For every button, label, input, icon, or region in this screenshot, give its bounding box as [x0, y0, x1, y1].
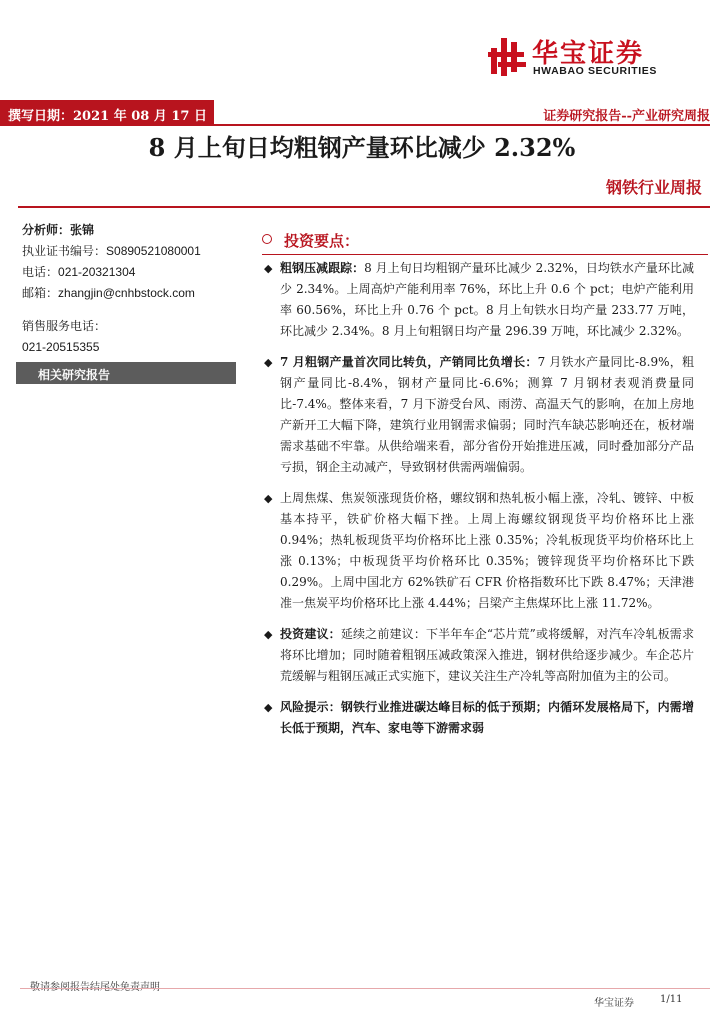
- point-lead: 投资建议：: [280, 627, 341, 641]
- phone-number: 021-20321304: [58, 265, 136, 279]
- brand-name-cn: 华宝证券: [532, 39, 645, 69]
- related-reports-label: 相关研究报告: [38, 368, 111, 382]
- date-banner: [0, 100, 214, 126]
- sales-phone-row: [22, 337, 236, 358]
- circle-bullet-icon: [262, 234, 272, 244]
- point-text: 钢铁行业推进碳达峰目标的低于预期；内循环发展格局下，内需增长低于预期，汽车、家电等下游需求弱: [280, 700, 694, 735]
- investment-rule: [262, 254, 708, 255]
- point-text: 上周焦煤、焦炭领涨现货价格，螺纹钢和热轧板小幅上涨，冷轧、镀锌、中板基本持平，铁矿价格大幅下挫。上周上海螺纹钢现货平均价格环比上涨 0.94%；热轧板现货平均价格环比上涨 0.35%；冷轧板现货平均价格环比上涨 0.13%；中板现货平均价格环比 0.35%；镀锌现货平均价格环比下跌 0.29%。上周中国北方 62%铁矿石 CFR 价格指数环比下跌 8.47%；天津港准一焦炭平均价格环比上涨 4.44%；吕梁产主焦煤环比上涨 11.72%。: [280, 491, 694, 610]
- footer-brand: 华宝证券: [594, 998, 634, 1009]
- phone-row: [22, 262, 236, 283]
- investment-points: [264, 258, 694, 749]
- report-title: 8 月上旬日均粗钢产量环比减少 2.32%: [148, 133, 576, 162]
- email-label: 邮箱：: [22, 286, 59, 300]
- email-row: [22, 283, 236, 304]
- point-lead: 风险提示：: [280, 700, 341, 714]
- analyst-row: [22, 220, 236, 241]
- footer-rule: [20, 988, 710, 989]
- hwabao-logo-icon: [488, 34, 528, 78]
- page-number: 1/11: [660, 994, 683, 1005]
- diamond-bullet-icon: ◆: [264, 356, 273, 369]
- point-investment-advice: [264, 624, 694, 687]
- sales-label: [22, 316, 236, 337]
- point-prices: [264, 488, 694, 614]
- title-divider: [18, 206, 710, 208]
- header-bar: [0, 100, 724, 126]
- cert-label: 执业证书编号：: [22, 244, 107, 258]
- point-lead: 7 月粗钢产量首次同比转负，产销同比负增长：: [280, 355, 538, 369]
- diamond-bullet-icon: ◆: [264, 701, 273, 714]
- point-crude-steel: [264, 258, 694, 342]
- analyst-name: 张锦: [70, 223, 95, 237]
- point-risk: [264, 697, 694, 739]
- point-july-output: [264, 352, 694, 478]
- report-date: 撰写日期：2021 年 08 月 17 日: [8, 109, 207, 124]
- diamond-bullet-icon: ◆: [264, 628, 273, 641]
- report-category: 证券研究报告--产业研究周报: [543, 109, 710, 124]
- analyst-label: 分析师：: [22, 223, 71, 237]
- diamond-bullet-icon: ◆: [264, 262, 273, 275]
- disclaimer-note: [30, 978, 160, 993]
- point-lead: 粗钢压减跟踪：: [280, 261, 365, 275]
- investment-title: 投资要点：: [284, 232, 360, 250]
- point-text: 延续之前建议：下半年车企“芯片荒”或将缓解，对汽车冷轧板需求将环比增加；同时随着粗钢压减政策深入推进，钢材供给逐步减少。车企芯片荒缓解与粗钢压减正式实施下，建议关注生产冷轧等高附加值为主的公司。: [280, 627, 694, 683]
- email-address[interactable]: zhangjin@cnhbstock.com: [58, 286, 195, 300]
- cert-number: S0890521080001: [106, 244, 201, 258]
- brand-name-en: HWABAO SECURITIES: [533, 65, 657, 77]
- analyst-info: [22, 220, 236, 358]
- report-subtitle: 钢铁行业周报: [605, 178, 702, 197]
- sales-phone: 021-20515355: [22, 340, 100, 354]
- point-text: 7 月铁水产量同比-8.9%，粗钢产量同比-8.4%，钢材产量同比-6.6%；测算 7 月钢材表观消费量同比-7.4%。整体来看，7 月下游受台风、雨涝、高温天气的影响，在加上房地产新开工大幅下降，建筑行业用钢需求偏弱；同时汽车缺芯影响还在，板材端需求基础不牢靠。从供给端来看，部分省份开始推进压减，同时叠加部分产品亏损，钢企主动减产，导致钢材供需两端偏弱。: [280, 355, 694, 474]
- point-text: 8 月上旬日均粗钢产量环比减少 2.32%，日均铁水产量环比减少 2.34%。上周高炉产能利用率 76%，环比上升 0.6 个 pct；电炉产能利用率 60.56%，环比上升 0.76 个 pct。8 月上旬铁水日均产量 233.77 万吨，环比减少 2.34%。8 月上旬粗钢日均产量 296.39 万吨，环比减少 2.32%。: [280, 261, 694, 338]
- header-rule: [214, 124, 710, 126]
- company-logo: [488, 32, 692, 80]
- sales-label-text: 销售服务电话：: [22, 319, 107, 333]
- diamond-bullet-icon: ◆: [264, 492, 273, 505]
- cert-row: [22, 241, 236, 262]
- phone-label: 电话：: [22, 265, 59, 279]
- related-reports-bar: [16, 362, 236, 384]
- investment-heading: [262, 230, 359, 251]
